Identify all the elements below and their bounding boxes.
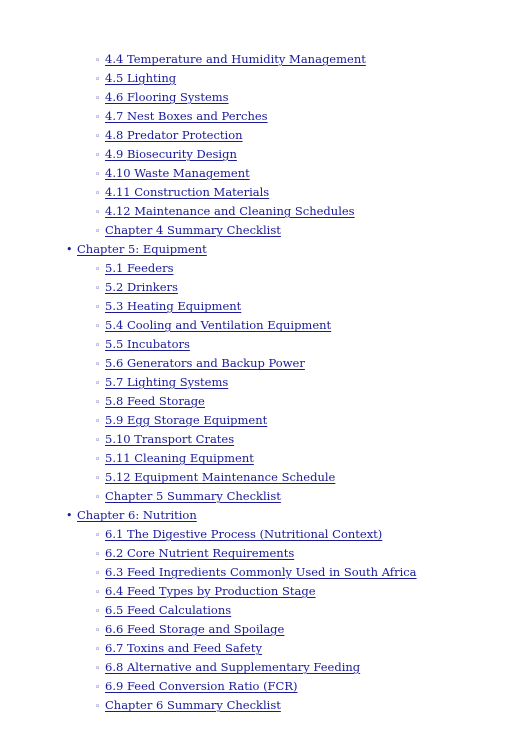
- hollow-bullet-icon: ◦: [95, 550, 101, 560]
- toc-section-link[interactable]: 6.3 Feed Ingredients Commonly Used in South Africa: [105, 565, 417, 579]
- toc-section-item: [0, 278, 525, 297]
- toc-section-link[interactable]: 5.7 Lighting Systems: [105, 375, 229, 389]
- hollow-bullet-icon: ◦: [95, 645, 101, 655]
- toc-section-item: [0, 88, 525, 107]
- hollow-bullet-icon: ◦: [95, 436, 101, 446]
- toc-section-item: [0, 563, 525, 582]
- toc-section-link[interactable]: 4.6 Flooring Systems: [105, 90, 229, 104]
- hollow-bullet-icon: ◦: [95, 398, 101, 408]
- toc-section-item: [0, 107, 525, 126]
- toc-section-link[interactable]: 4.11 Construction Materials: [105, 185, 270, 199]
- toc-section-item: [0, 50, 525, 69]
- hollow-bullet-icon: ◦: [95, 189, 101, 199]
- toc-section-item: [0, 677, 525, 696]
- toc-section-link[interactable]: 5.10 Transport Crates: [105, 432, 235, 446]
- hollow-bullet-icon: ◦: [95, 493, 101, 503]
- toc-section-item: [0, 601, 525, 620]
- hollow-bullet-icon: ◦: [95, 113, 101, 123]
- toc-section-item: [0, 430, 525, 449]
- toc-section-link[interactable]: 6.2 Core Nutrient Requirements: [105, 546, 295, 560]
- toc-section-link[interactable]: 5.4 Cooling and Ventilation Equipment: [105, 318, 332, 332]
- toc-section-item: [0, 544, 525, 563]
- toc-section-item: [0, 183, 525, 202]
- toc-section-item: [0, 392, 525, 411]
- toc-section-item: [0, 468, 525, 487]
- toc-section-link[interactable]: 5.1 Feeders: [105, 261, 174, 275]
- toc-section-item: [0, 335, 525, 354]
- hollow-bullet-icon: ◦: [95, 341, 101, 351]
- toc-section-item: [0, 354, 525, 373]
- filled-bullet-icon: •: [66, 509, 73, 522]
- toc-chapter-item: [0, 240, 525, 259]
- toc-section-link[interactable]: 6.9 Feed Conversion Ratio (FCR): [105, 679, 298, 693]
- toc-section-item: [0, 297, 525, 316]
- hollow-bullet-icon: ◦: [95, 664, 101, 674]
- hollow-bullet-icon: ◦: [95, 360, 101, 370]
- toc-section-item: [0, 658, 525, 677]
- hollow-bullet-icon: ◦: [95, 702, 101, 712]
- toc-section-item: [0, 373, 525, 392]
- toc-chapter-link[interactable]: Chapter 5: Equipment: [77, 242, 207, 256]
- toc-section-item: [0, 696, 525, 715]
- hollow-bullet-icon: ◦: [95, 132, 101, 142]
- hollow-bullet-icon: ◦: [95, 265, 101, 275]
- toc-section-link[interactable]: 4.5 Lighting: [105, 71, 177, 85]
- hollow-bullet-icon: ◦: [95, 417, 101, 427]
- toc-section-item: [0, 221, 525, 240]
- toc-section-link[interactable]: 5.3 Heating Equipment: [105, 299, 242, 313]
- toc-section-link[interactable]: 5.6 Generators and Backup Power: [105, 356, 305, 370]
- hollow-bullet-icon: ◦: [95, 151, 101, 161]
- toc-section-link[interactable]: 6.5 Feed Calculations: [105, 603, 232, 617]
- toc-section-item: [0, 449, 525, 468]
- toc-section-item: [0, 525, 525, 544]
- toc-section-link[interactable]: 4.10 Waste Management: [105, 166, 250, 180]
- hollow-bullet-icon: ◦: [95, 455, 101, 465]
- toc-section-link[interactable]: 5.12 Equipment Maintenance Schedule: [105, 470, 336, 484]
- table-of-contents: [0, 50, 525, 715]
- toc-section-item: [0, 316, 525, 335]
- hollow-bullet-icon: ◦: [95, 94, 101, 104]
- hollow-bullet-icon: ◦: [95, 284, 101, 294]
- toc-section-link[interactable]: 6.7 Toxins and Feed Safety: [105, 641, 262, 655]
- hollow-bullet-icon: ◦: [95, 474, 101, 484]
- toc-section-link[interactable]: 6.4 Feed Types by Production Stage: [105, 584, 316, 598]
- hollow-bullet-icon: ◦: [95, 531, 101, 541]
- toc-section-link[interactable]: 4.9 Biosecurity Design: [105, 147, 237, 161]
- hollow-bullet-icon: ◦: [95, 588, 101, 598]
- hollow-bullet-icon: ◦: [95, 170, 101, 180]
- toc-section-item: [0, 259, 525, 278]
- toc-section-link[interactable]: 4.4 Temperature and Humidity Management: [105, 52, 366, 66]
- toc-section-link[interactable]: Chapter 5 Summary Checklist: [105, 489, 281, 503]
- hollow-bullet-icon: ◦: [95, 75, 101, 85]
- toc-section-item: [0, 164, 525, 183]
- toc-section-link[interactable]: 5.2 Drinkers: [105, 280, 178, 294]
- toc-section-item: [0, 145, 525, 164]
- hollow-bullet-icon: ◦: [95, 303, 101, 313]
- toc-section-link[interactable]: 6.8 Alternative and Supplementary Feeding: [105, 660, 361, 674]
- hollow-bullet-icon: ◦: [95, 208, 101, 218]
- toc-section-item: [0, 487, 525, 506]
- hollow-bullet-icon: ◦: [95, 379, 101, 389]
- toc-section-link[interactable]: 4.7 Nest Boxes and Perches: [105, 109, 268, 123]
- filled-bullet-icon: •: [66, 243, 73, 256]
- toc-section-link[interactable]: Chapter 6 Summary Checklist: [105, 698, 281, 712]
- toc-section-link[interactable]: 4.12 Maintenance and Cleaning Schedules: [105, 204, 355, 218]
- toc-section-link[interactable]: 5.8 Feed Storage: [105, 394, 205, 408]
- hollow-bullet-icon: ◦: [95, 626, 101, 636]
- toc-section-link[interactable]: Chapter 4 Summary Checklist: [105, 223, 281, 237]
- toc-section-item: [0, 69, 525, 88]
- toc-section-item: [0, 620, 525, 639]
- hollow-bullet-icon: ◦: [95, 227, 101, 237]
- hollow-bullet-icon: ◦: [95, 683, 101, 693]
- hollow-bullet-icon: ◦: [95, 607, 101, 617]
- toc-section-link[interactable]: 5.5 Incubators: [105, 337, 190, 351]
- hollow-bullet-icon: ◦: [95, 322, 101, 332]
- hollow-bullet-icon: ◦: [95, 56, 101, 66]
- toc-section-item: [0, 411, 525, 430]
- toc-section-item: [0, 202, 525, 221]
- toc-section-item: [0, 582, 525, 601]
- toc-section-link[interactable]: 5.11 Cleaning Equipment: [105, 451, 254, 465]
- toc-chapter-item: [0, 506, 525, 525]
- toc-section-link[interactable]: 4.8 Predator Protection: [105, 128, 243, 142]
- hollow-bullet-icon: ◦: [95, 569, 101, 579]
- toc-section-item: [0, 639, 525, 658]
- toc-section-link[interactable]: 6.6 Feed Storage and Spoilage: [105, 622, 285, 636]
- toc-section-link[interactable]: 6.1 The Digestive Process (Nutritional Context): [105, 527, 383, 541]
- toc-section-link[interactable]: 5.9 Egg Storage Equipment: [105, 413, 268, 427]
- toc-chapter-link[interactable]: Chapter 6: Nutrition: [77, 508, 197, 522]
- toc-section-item: [0, 126, 525, 145]
